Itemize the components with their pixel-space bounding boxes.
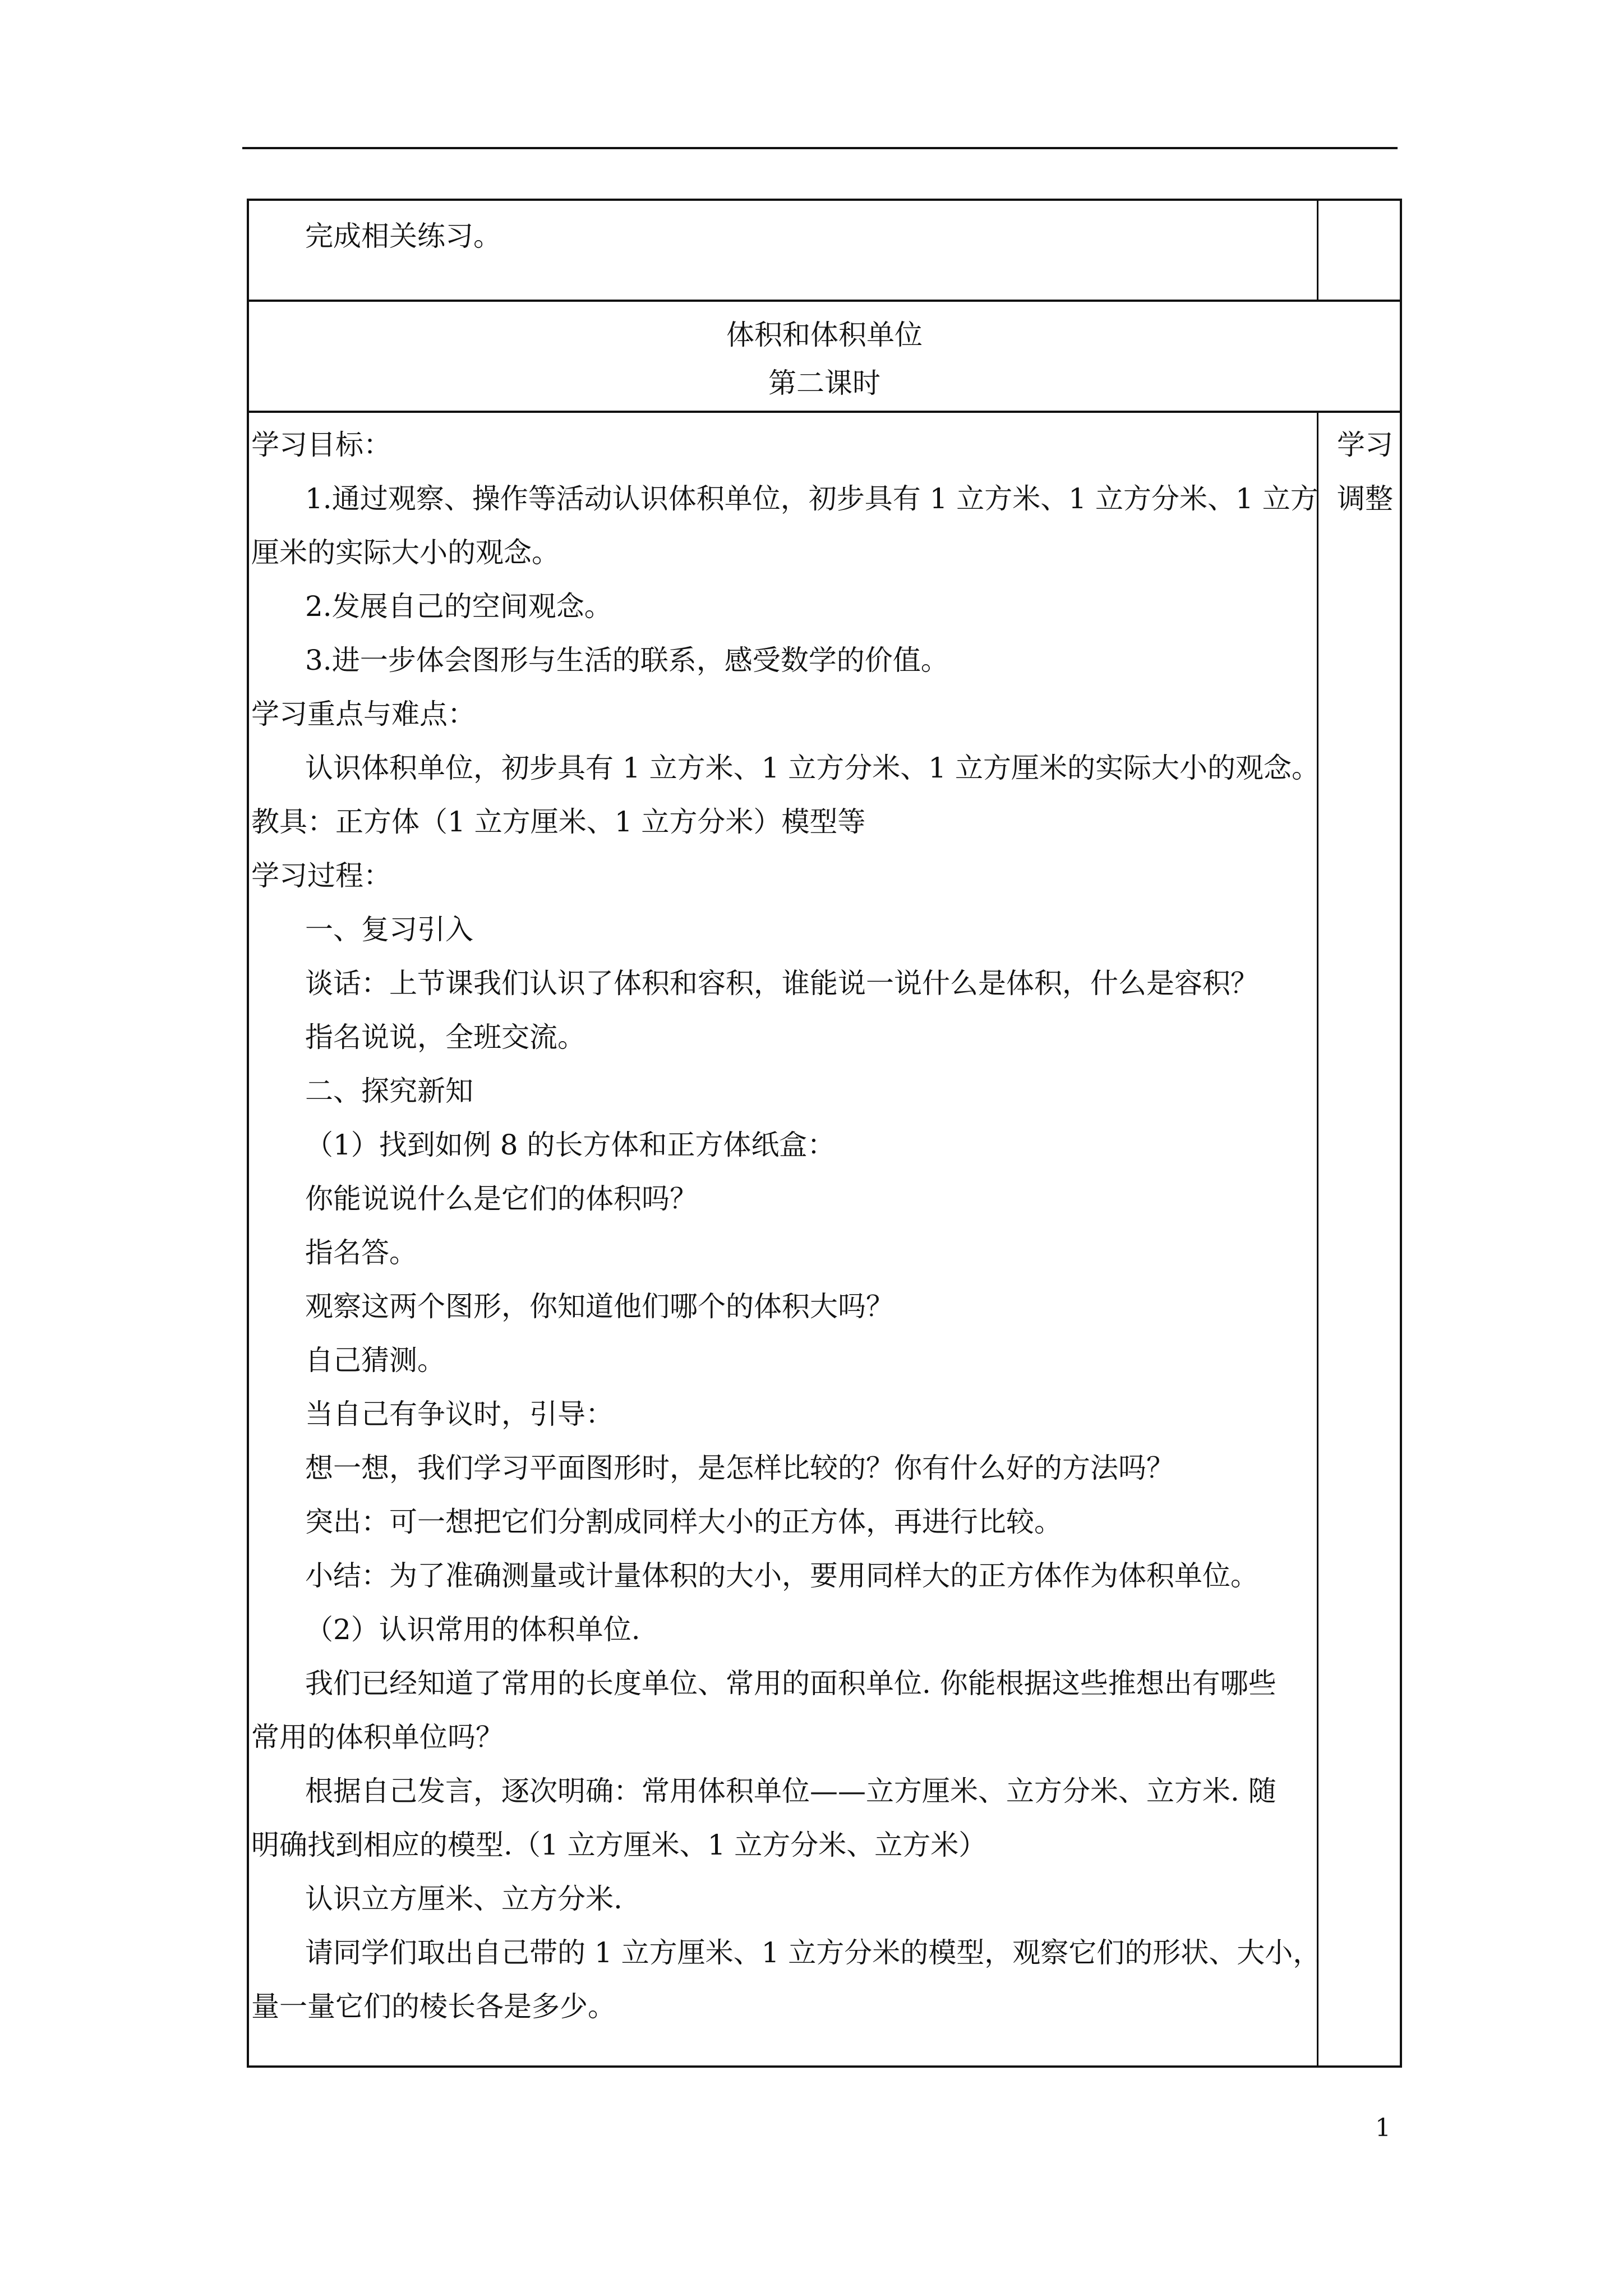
step-2-heading: 二、探究新知 xyxy=(305,1075,473,1107)
ask-line-2: 量一量它们的棱长各是多少。 xyxy=(251,1990,616,2023)
clarify-line-2: 明确找到相应的模型.（1 立方厘米、1 立方分米、立方米） xyxy=(251,1829,987,1861)
clarify-line-1: 根据自己发言，逐次明确：常用体积单位——立方厘米、立方分米、立方米. 随 xyxy=(305,1775,1276,1807)
section-subtitle: 第二课时 xyxy=(768,367,880,399)
talk-text: 谈话：上节课我们认识了体积和容积，谁能说一说什么是体积，什么是容积？ xyxy=(305,967,1258,1000)
key-points-text: 认识体积单位，初步具有 1 立方米、1 立方分米、1 立方厘米的实际大小的观念。 xyxy=(305,752,1320,784)
answer-1: 指名答。 xyxy=(305,1236,417,1269)
think-text: 想一想，我们学习平面图形时，是怎样比较的？你有什么好的方法吗？ xyxy=(305,1452,1174,1484)
highlight-text: 突出：可一想把它们分割成同样大小的正方体，再进行比较。 xyxy=(305,1506,1062,1538)
process-heading: 学习过程： xyxy=(251,859,391,892)
known-units-line-2: 常用的体积单位吗？ xyxy=(251,1721,504,1754)
key-points-heading: 学习重点与难点： xyxy=(251,698,476,730)
goals-heading: 学习目标： xyxy=(251,429,391,461)
recognize-text: 认识立方厘米、立方分米. xyxy=(305,1883,623,1915)
column-divider xyxy=(1317,411,1318,2067)
part-1-text: （1）找到如例 8 的长方体和正方体纸盒： xyxy=(305,1129,836,1161)
named-answer-1: 指名说说，全班交流。 xyxy=(305,1021,585,1053)
page-number: 1 xyxy=(1375,2114,1391,2142)
header-rule xyxy=(242,147,1398,149)
guess-text: 自己猜测。 xyxy=(305,1344,445,1377)
summary-text: 小结：为了准确测量或计量体积的大小，要用同样大的正方体作为体积单位。 xyxy=(305,1559,1258,1592)
goal-2: 2.发展自己的空间观念。 xyxy=(305,590,612,623)
section-title: 体积和体积单位 xyxy=(726,319,923,351)
side-label-2: 调整 xyxy=(1337,482,1393,515)
dispute-text: 当自己有争议时，引导： xyxy=(305,1398,614,1430)
question-1: 你能说说什么是它们的体积吗？ xyxy=(305,1182,698,1215)
side-label-1: 学习 xyxy=(1337,429,1393,461)
row-divider xyxy=(249,411,1400,413)
observe-text: 观察这两个图形，你知道他们哪个的体积大吗？ xyxy=(305,1290,894,1323)
top-cell-text: 完成相关练习。 xyxy=(305,220,501,252)
goal-1-line-1: 1.通过观察、操作等活动认识体积单位，初步具有 1 立方米、1 立方分米、1 立方 xyxy=(305,482,1318,515)
row-divider xyxy=(249,300,1400,302)
goal-3: 3.进一步体会图形与生活的联系，感受数学的价值。 xyxy=(305,644,949,677)
step-1-heading: 一、复习引入 xyxy=(305,913,473,946)
teaching-tools: 教具：正方体（1 立方厘米、1 立方分米）模型等 xyxy=(251,806,866,838)
lesson-table xyxy=(247,199,1402,2068)
ask-line-1: 请同学们取出自己带的 1 立方厘米、1 立方分米的模型，观察它们的形状、大小， xyxy=(305,1936,1321,1969)
column-divider xyxy=(1317,201,1318,300)
goal-1-line-2: 厘米的实际大小的观念。 xyxy=(251,536,560,569)
known-units-line-1: 我们已经知道了常用的长度单位、常用的面积单位. 你能根据这些推想出有哪些 xyxy=(305,1667,1276,1700)
part-2-text: （2）认识常用的体积单位. xyxy=(305,1613,640,1646)
